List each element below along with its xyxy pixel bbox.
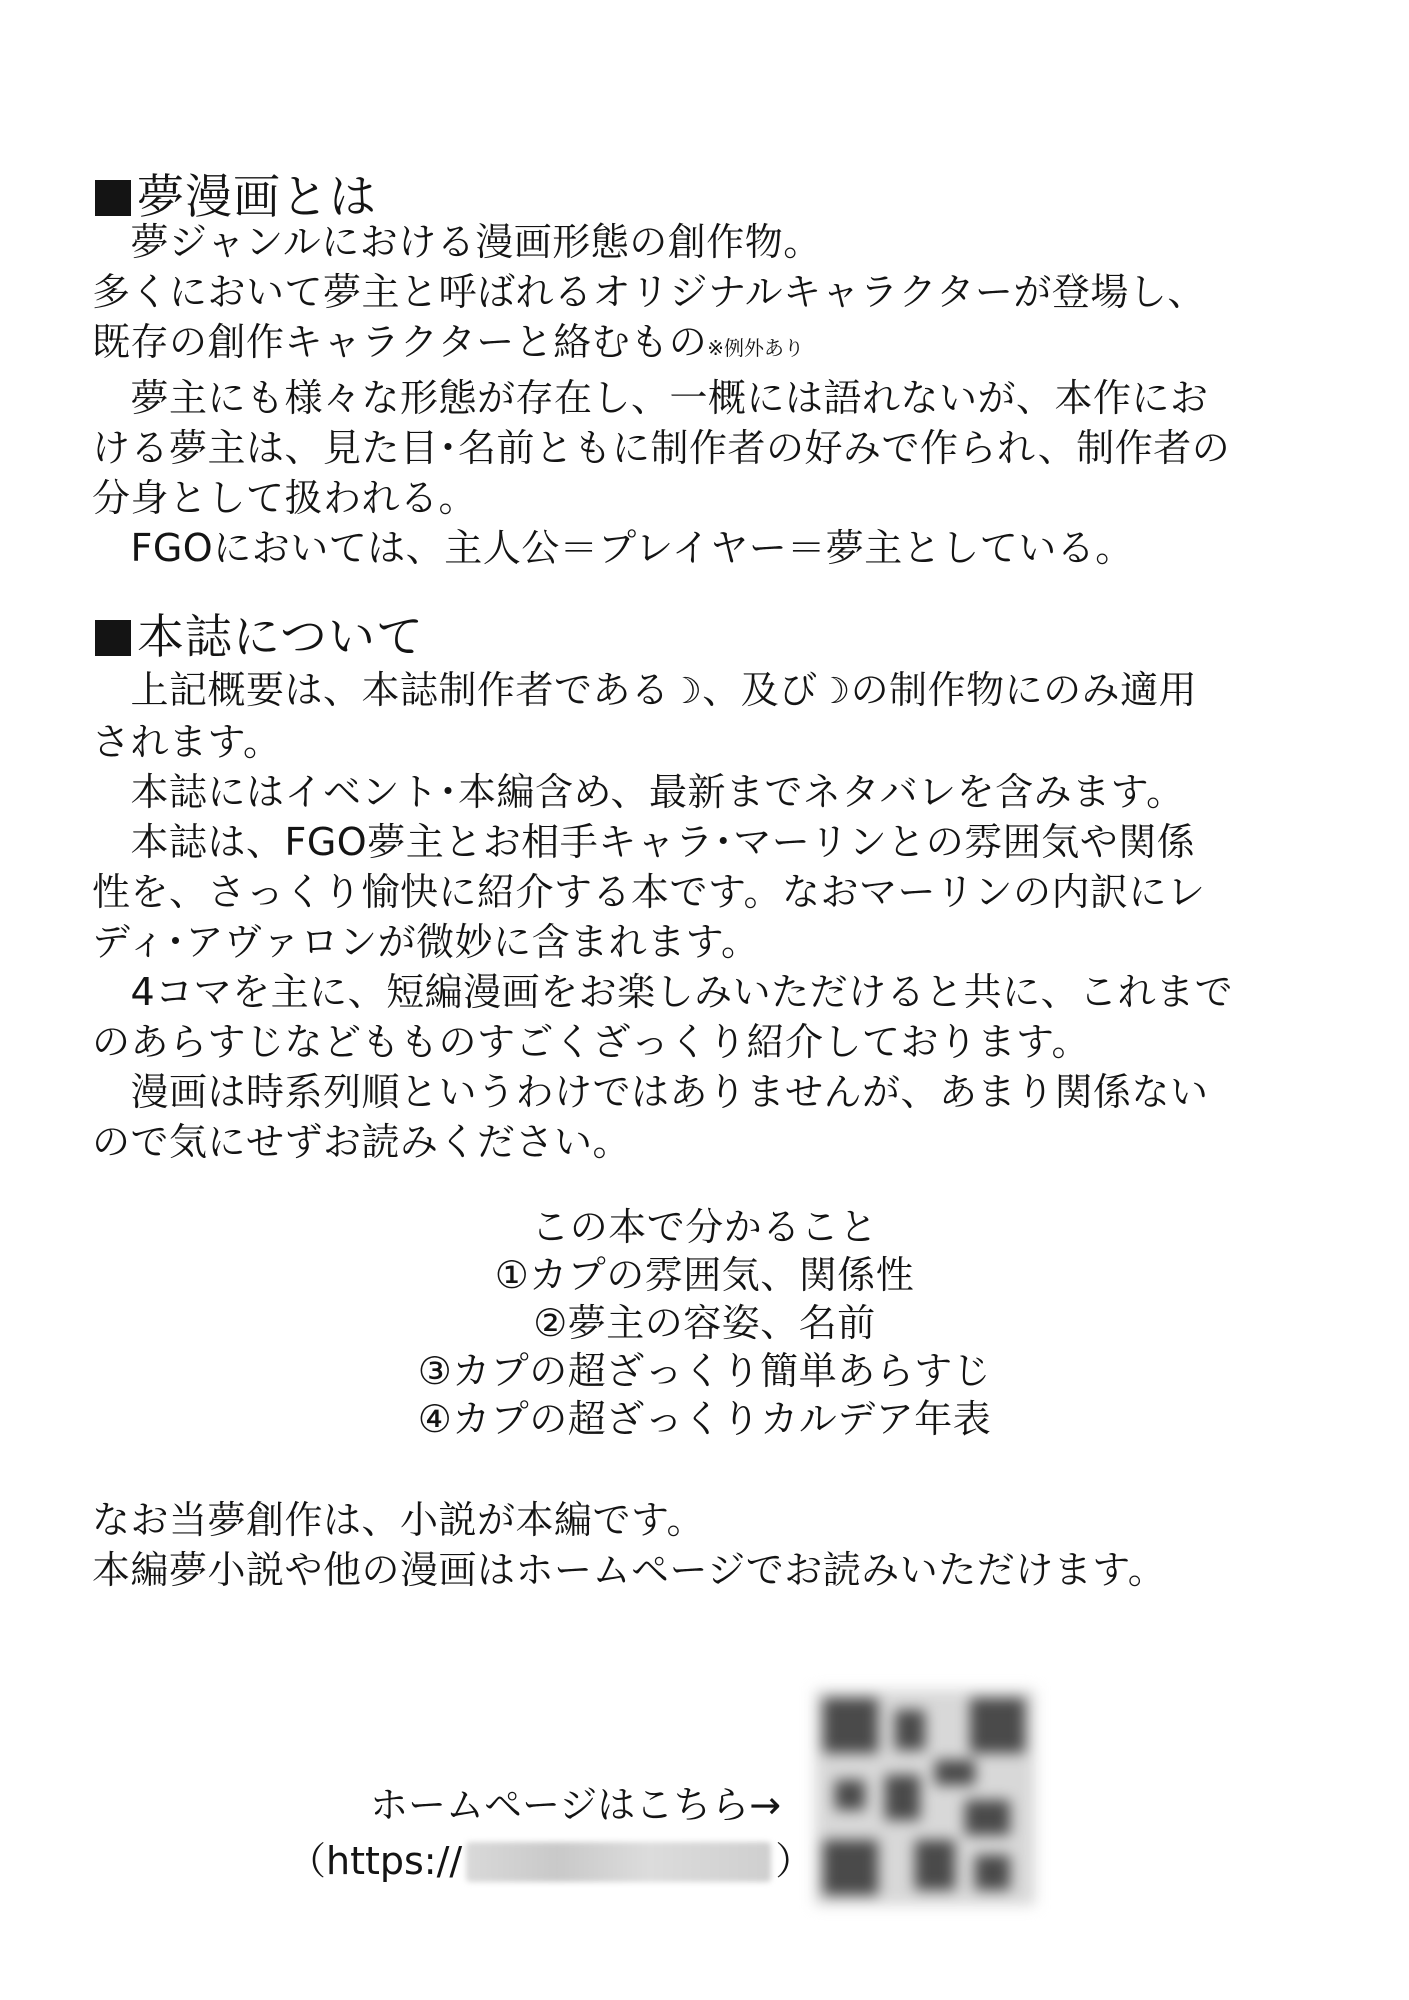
paragraph-line: なお当夢創作は、小説が本編です。 [92,1498,705,1542]
paragraph-text: の制作物にのみ適用 [850,668,1198,712]
paragraph-line: 漫画は時系列順というわけではありませんが、あまり関係ない [92,1070,1209,1114]
homepage-label: ホームページはこちら→ [370,1783,782,1827]
paragraph-line: されます。 [92,720,282,764]
contents-item: ②夢主の容姿、名前 [533,1301,876,1345]
paragraph-text: 、及び [702,668,818,712]
paragraph-line: ので気にせずお読みください。 [92,1120,632,1164]
moon-icon: ☽ [669,671,703,712]
section-heading-label: 夢漫画とは [137,170,377,225]
paragraph-text: 既存の創作キャラクターと絡むもの [92,320,708,364]
exception-note: ※例外あり [707,336,805,360]
contents-item: ①カプの雰囲気、関係性 [494,1253,915,1297]
paragraph-line: 分身として扱われる。 [92,476,478,520]
paragraph-line: ける夢主は、見た目･名前ともに制作者の好みで作られ、制作者の [92,426,1231,470]
section-body-manga [92,217,1342,573]
url-suffix: ） [775,1839,814,1883]
square-bullet-icon [95,620,131,656]
qr-code-icon[interactable] [815,1690,1035,1905]
blurred-domain [466,1842,771,1882]
closing-text [92,1495,1342,1595]
paragraph-text: 上記概要は、本誌制作者である [92,668,670,712]
contents-title: この本で分かること [531,1205,878,1249]
paragraph-line: FGOにおいては、主人公＝プレイヤー＝夢主としている。 [92,526,1134,570]
section-body-book [92,665,1342,1167]
moon-icon: ☽ [817,671,851,712]
paragraph-line: のあらすじなどもものすごくざっくり紹介しております。 [92,1020,1090,1064]
paragraph-line [92,317,1342,373]
contents-item: ④カプの超ざっくりカルデア年表 [417,1397,992,1441]
square-bullet-icon [95,180,131,216]
paragraph-line: 本誌は、FGO夢主とお相手キャラ･マーリンとの雰囲気や関係 [92,820,1196,864]
paragraph-line: ディ･アヴァロンが微妙に含まれます。 [92,920,760,964]
paragraph-line: 性を、さっくり愉快に紹介する本です。なおマーリンの内訳にレ [92,870,1206,914]
section-heading-book [95,610,424,666]
paragraph-line: 夢主にも様々な形態が存在し、一概には語れないが、本作にお [92,376,1209,420]
paragraph-line: 4コマを主に、短編漫画をお楽しみいただけると共に、これまで [92,970,1234,1014]
contents-item: ③カプの超ざっくり簡単あらすじ [417,1349,992,1393]
paragraph-line [92,665,1342,717]
contents-list [0,1203,1409,1443]
paragraph-line: 夢ジャンルにおける漫画形態の創作物。 [92,220,822,264]
homepage-url[interactable] [288,1837,813,1885]
paragraph-line: 本誌にはイベント･本編含め、最新までネタバレを含みます。 [92,770,1185,814]
paragraph-line: 多くにおいて夢主と呼ばれるオリジナルキャラクターが登場し、 [92,270,1206,314]
paragraph-line: 本編夢小説や他の漫画はホームページでお読みいただけます。 [92,1548,1167,1592]
section-heading-label: 本誌について [137,610,425,665]
url-prefix: （https:// [288,1839,463,1883]
